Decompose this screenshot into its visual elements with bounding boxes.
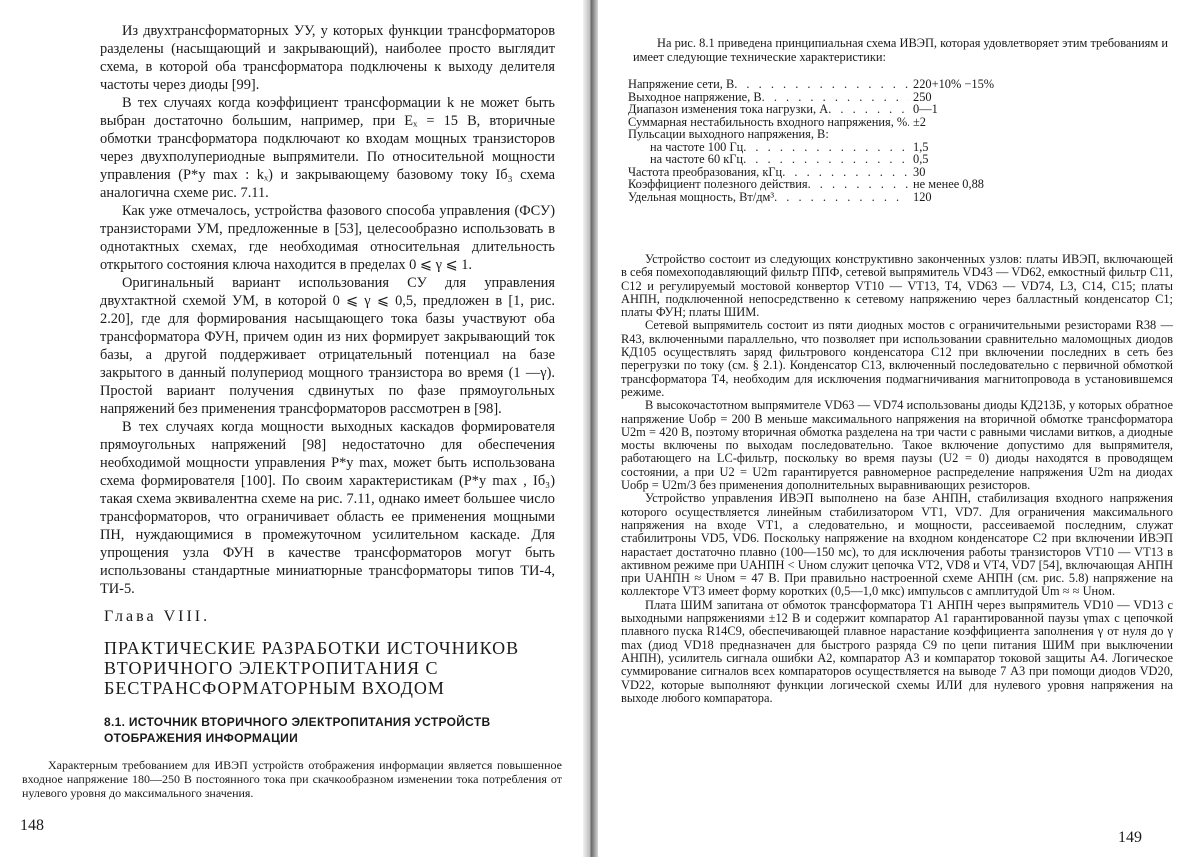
spec-label: на частоте 60 кГц	[650, 152, 744, 166]
chapter-title: ПРАКТИЧЕСКИЕ РАЗРАБОТКИ ИСТОЧНИКОВ ВТОРИЧНОГО ЭЛЕКТРОПИТАНИЯ С БЕСТРАНСФОРМАТОРНЫМ ВХОДОМ	[104, 638, 520, 698]
spec-value: 1,5	[913, 139, 929, 154]
spec-value: 0—1	[913, 102, 938, 116]
spec-label: Частота преобразования, кГц	[628, 164, 783, 179]
page-number-right: 149	[1118, 829, 1142, 846]
spec-value: 30	[913, 164, 926, 179]
section-intro-text	[22, 758, 562, 800]
left-paragraph: В тех случаях когда коэффициент трансформации k не может быть выбран достаточно большим, например, при Eₓ = 15 В, вторичные обмотки трансформатора подключают ко входам мощных транзисторов через двухполупериодные выпрямители. По относительной мощности управления (P*у max : kₓ) и закрывающему базовому току Iб₃ схема аналогична схеме рис. 7.11.	[100, 95, 555, 201]
spec-label: Суммарная нестабильность входного напряжения, %	[628, 114, 908, 129]
right-body-text	[621, 253, 1173, 705]
book-spine	[583, 0, 598, 857]
spec-value: 250	[913, 89, 932, 104]
right-paragraph: Сетевой выпрямитель состоит из пяти диодных мостов с ограничительными резисторами R38 — R43, включенными параллельно, что позволяет при использовании сравнительно маломощных диодов КД105 осуществлять заряд фильтрового конденсатора C12 при включении последних в сеть без перегрузки по току (см. § 2.1). Конденсатор C13, включенный последовательно с первичной обмоткой трансформатора T4, необходим для исключения подмагничивания магнитопровода в установившемся режиме.	[621, 318, 1173, 399]
right-page	[598, 0, 1200, 857]
specifications-list	[628, 78, 1028, 203]
spec-row	[628, 191, 1028, 204]
left-paragraph: Из двухтрансформаторных УУ, у которых функции трансформаторов разделены (насыщающий и закрывающий), наиболее просто выглядит схема, в которой оба трансформатора подключены к выходу делителя частоты через диоды [99].	[100, 23, 555, 93]
spec-value: 220+10% −15%	[913, 77, 995, 91]
spec-value: ±2	[913, 114, 926, 129]
left-page	[0, 0, 583, 857]
specs-intro	[633, 36, 1168, 64]
spec-row	[628, 128, 1028, 141]
spec-value: 120	[913, 189, 932, 204]
spec-value: 0,5	[913, 152, 929, 166]
right-paragraph: Устройство состоит из следующих конструктивно законченных узлов: платы ИВЭП, включающей в себя помехоподавляющий фильтр ППФ, сетевой выпрямитель VD43 — VD62, емкостный фильтр C11, C12 и регулируемый мостовой конвертор VT10 — VT13, T4, VD63 — VD74, L3, C14, C15; платы АНПН, подключенной непосредственно к сетевому напряжению через балластный конденсатор C1; платы ФУН; платы ШИМ.	[621, 252, 1173, 320]
spec-label: Пульсации выходного напряжения, В:	[628, 127, 829, 141]
left-paragraph: Оригинальный вариант использования СУ для управления двухтактной схемой УМ, в которой 0 ⩽ γ ⩽ 0,5, предложен в [1, рис. 2.20], где для формирования насыщающего тока базы участвуют оба трансформатора ФУН, причем один из них формирует закрывающий ток базы, а другой поддерживает отрицательный потенциал на базе закрытого в данный полупериод мощного транзистора во время (1 —γ). Простой вариант получения сдвинутых по фазе прямоугольных напряжений без применения трансформаторов рассмотрен в [98].	[100, 275, 555, 417]
spec-value	[829, 128, 948, 141]
left-paragraph: Как уже отмечалось, устройства фазового способа управления (ФСУ) транзисторами УМ, предложенные в [53], целесообразно использовать в однотактных схемах, где необходимая относительная длительность открытого состояния ключа находится в пределах 0 ⩽ γ ⩽ 1.	[100, 203, 555, 273]
spec-row	[628, 178, 1028, 191]
left-paragraph: В тех случаях когда мощности выходных каскадов формирователя прямоугольных напряжений [98] недостаточно для обеспечения необходимой мощности управления P*у max, может быть использована схема формирователя [100]. По своим характеристикам (P*у max , Iб₃) такая схема эквивалентна схеме на рис. 7.11, однако имеет большее число трансформаторов, что ограничивает область ее применения мощными ПН, нуждающимися в промежуточном усилительном каскаде. Для упрощения узла ФУН в качестве трансформаторов могут быть использованы стандартные миниатюрные трансформаторы типов ТИ-4, ТИ-5.	[100, 419, 555, 597]
spec-label: Диапазон изменения тока нагрузки, А	[628, 102, 829, 116]
left-paragraph: Характерным требованием для ИВЭП устройств отображения информации является повышенное входное напряжение 180—250 В постоянного тока при скачкообразном изменении тока потребления от нулевого уровня до максимального значения.	[22, 758, 562, 800]
spec-label: Коэффициент полезного действия	[628, 177, 808, 191]
spec-value: не менее 0,88	[913, 177, 984, 191]
spec-row	[628, 153, 1028, 166]
left-body-text	[100, 22, 555, 598]
spec-row	[628, 103, 1028, 116]
right-paragraph: На рис. 8.1 приведена принципиальная схема ИВЭП, которая удовлетворяет этим требованиям и имеет следующие технические характеристики:	[633, 36, 1168, 64]
section-title: 8.1. ИСТОЧНИК ВТОРИЧНОГО ЭЛЕКТРОПИТАНИЯ УСТРОЙСТВ ОТОБРАЖЕНИЯ ИНФОРМАЦИИ	[104, 715, 491, 745]
spec-label: Удельная мощность, Вт/дм³	[628, 189, 775, 204]
page-number-left: 148	[20, 817, 44, 834]
right-paragraph: В высокочастотном выпрямителе VD63 — VD74 использованы диоды КД213Б, у которых обратное напряжение Uобр = 200 В меньше максимального напряжения на вторичной обмотке трансформатора U2m = 420 В, поэтому вторичная обмотка разделена на три части с равными числами витков, а диодные мосты включены по выходам последовательно. Такое включение допустимо для выпрямителя, работающего на LC-фильтр, поскольку во время паузы (U2 = 0) диоды находятся в проводящем состоянии, а при U2 = U2m гарантируется равномерное распределение напряжения U2m на диодах Uобр = U2m/3 без применения дополнительных выравнивающих резисторов.	[621, 398, 1173, 493]
chapter-label: Глава VIII.	[104, 608, 211, 625]
spec-label: на частоте 100 Гц	[650, 139, 744, 154]
right-paragraph: Плата ШИМ запитана от обмоток трансформатора T1 АНПН через выпрямитель VD10 — VD13 с выходными напряжениями ±12 В и содержит компаратор A1 гарантированной паузы γmax с цепочкой плавного пуска R14C9, обеспечивающей плавное нарастание коэффициента заполнения γ от нуля до γ max (диод VD18 предназначен для быстрого разряда C9 по цепи питания ШИМ при выключении АНПН), усилитель сигнала ошибки A2, компаратор A3 и компаратор токовой защиты A4. Логическое суммирование сигналов всех компараторов осуществляется на выводе 7 A3 при помощи диодов VD20, VD22, которые выполняют функции логической схемы ИЛИ для нулевого уровня напряжения на выходе любого компаратора.	[621, 597, 1173, 705]
spec-row	[628, 78, 1028, 91]
right-paragraph: Устройство управления ИВЭП выполнено на базе АНПН, стабилизация входного напряжения которого осуществляется линейным стабилизатором VT1, VD7. Для ограничения максимального напряжения на входе VT1, а следовательно, и мощности, рассеиваемой последним, служат стабилитроны VD5, VD6. Поскольку напряжение на входном конденсаторе C2 при включении ИВЭП нарастает достаточно плавно (100—150 мс), то для исключения работы транзисторов VT10 — VT13 в активном режиме при UАНПН < Uном служит цепочка VT2, VD8 и VT4, VD7 [54], включающая АНПН при UАНПН ≈ Uном = 47 В. При правильно настроенной схеме АНПН (см. рис. 5.8) напряжение на коллекторе VT3 имеет форму коротких (0,5—1,0 мкс) импульсов с амплитудой Um ≈ ≈ Uном.	[621, 491, 1173, 599]
spec-label: Напряжение сети, В	[628, 77, 735, 91]
spec-label: Выходное напряжение, В	[628, 89, 762, 104]
